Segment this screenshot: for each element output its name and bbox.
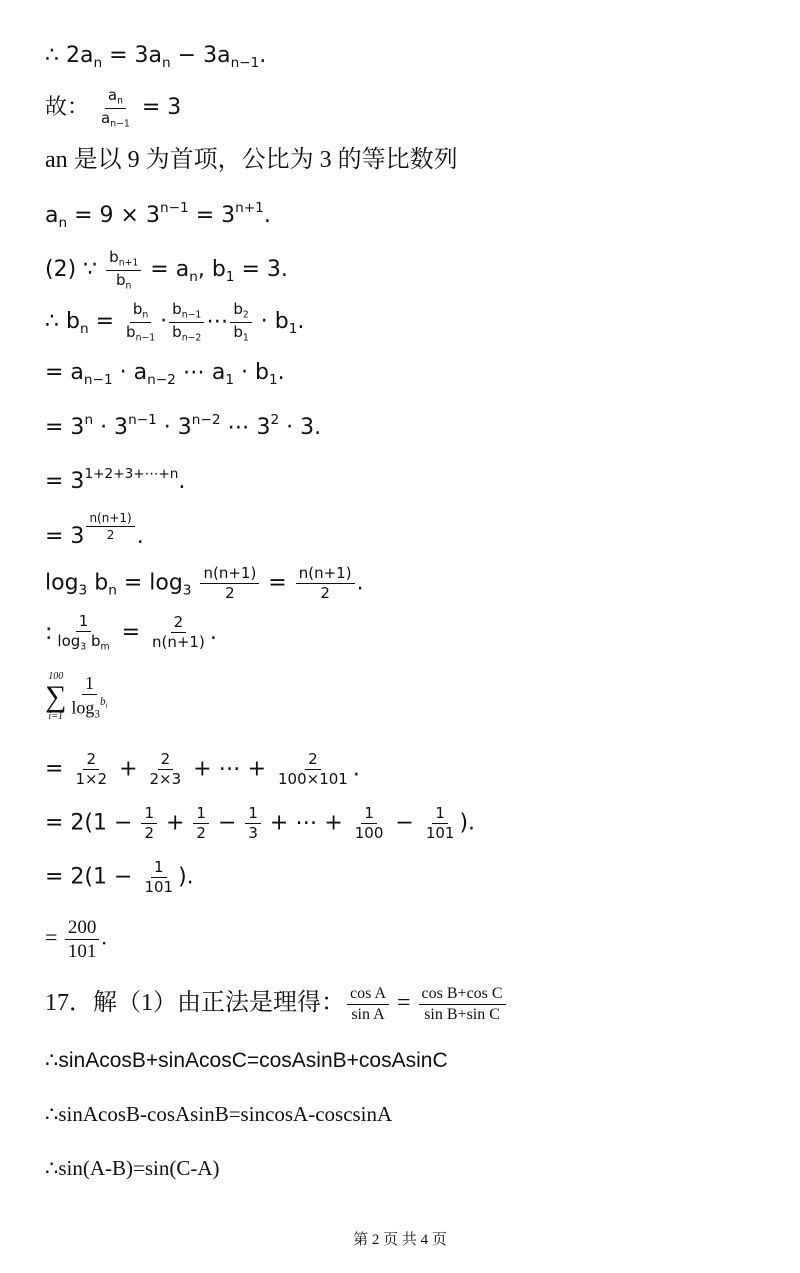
sigma-symbol (45, 672, 66, 722)
text: 1 (288, 320, 298, 337)
text: log (71, 697, 95, 718)
equation-line-15 (45, 806, 475, 841)
page-footer: 第 2 页 共 4 页 (353, 1232, 447, 1248)
text: 故： (45, 94, 90, 120)
text: n (142, 309, 149, 321)
fraction (200, 566, 259, 601)
fraction (193, 806, 209, 841)
text: n(n+1) (152, 633, 205, 652)
text: 1 (225, 371, 234, 388)
text: 2 (171, 615, 187, 633)
text: n−1 (128, 412, 157, 428)
text: 3 (94, 708, 100, 721)
equation-line-11 (45, 566, 364, 601)
fraction (123, 302, 158, 342)
text: · 3. (279, 415, 322, 441)
text: a (107, 86, 118, 104)
text: ∴sin(A-B)=sin(C-A) (45, 1156, 220, 1180)
text: n−2 (181, 331, 202, 343)
fraction (423, 806, 458, 841)
text: n (125, 279, 132, 291)
text: 2 (225, 584, 235, 602)
text: 2 (144, 824, 154, 842)
text: . (101, 924, 107, 950)
text: 2 (196, 824, 206, 842)
text: 1 (141, 806, 157, 824)
text: 17．解（1）由正法是理得： (45, 990, 345, 1017)
text: ⋯ (206, 309, 229, 335)
text: ∴ b (45, 309, 80, 335)
text: . (356, 570, 364, 596)
text: = (88, 309, 122, 335)
text: 3 (78, 582, 88, 599)
text: + ⋯ + (262, 810, 350, 836)
text: · 3 (93, 415, 129, 441)
text-line-20 (45, 1104, 392, 1125)
text: n−2 (147, 371, 176, 388)
equation-line-6 (45, 302, 304, 342)
text: ⋯ 3 (220, 415, 271, 441)
fraction (65, 918, 100, 961)
text: a (101, 108, 111, 127)
text: . (209, 619, 217, 645)
text: . (277, 360, 285, 385)
text: cos A (347, 986, 389, 1005)
text: n (189, 268, 198, 285)
text: 1 (193, 806, 209, 824)
equation-line-5 (45, 250, 288, 290)
text: n (162, 54, 171, 71)
text: b (132, 300, 143, 318)
fraction (149, 615, 208, 650)
text: . (259, 43, 267, 68)
text: = (114, 619, 147, 645)
text: 2 (270, 412, 280, 428)
fraction (147, 752, 185, 787)
text: 1 (432, 806, 448, 824)
fraction (245, 806, 261, 841)
text: + (112, 756, 145, 782)
text: . (263, 203, 271, 229)
text: · 3 (156, 415, 192, 441)
equation-line-14 (45, 752, 360, 787)
text: i (105, 702, 108, 710)
text-line-3 (45, 148, 458, 172)
equation-line-12 (45, 614, 217, 652)
text: 2 (158, 752, 174, 770)
text: = log (116, 570, 183, 596)
text: . (297, 309, 305, 335)
text-line-21 (45, 1158, 220, 1179)
text: = (261, 570, 294, 596)
text: 2 (242, 309, 249, 321)
text: = 3a (102, 43, 163, 68)
text: 100 (354, 824, 384, 842)
text: 2 (106, 528, 115, 542)
fraction (169, 302, 204, 342)
text: 101 (144, 878, 174, 896)
text: i=1 (48, 711, 63, 722)
fraction (98, 88, 133, 128)
text: · b (253, 309, 289, 335)
text: sin B+sin C (424, 1006, 500, 1023)
text: ∴sinAcosB-cosAsinB=sincosA-coscsinA (45, 1102, 393, 1126)
text: 1 (76, 614, 92, 632)
equation-line-8 (45, 414, 321, 439)
text: = 3 (45, 524, 85, 549)
text: cos B+cos C (419, 986, 506, 1005)
text: 2×3 (149, 770, 182, 788)
text: b (86, 632, 101, 650)
text: ). (178, 864, 194, 890)
text: n−1 (230, 54, 260, 71)
text: = (391, 990, 417, 1017)
text: . (352, 756, 360, 782)
text: : (45, 619, 53, 645)
text: n (93, 54, 103, 71)
text: n(n+1) (86, 512, 134, 527)
text: . (136, 524, 144, 549)
text: ∑ (45, 680, 67, 713)
text: 3 (248, 824, 258, 842)
text: 100×101 (278, 770, 348, 788)
text: 1 (361, 806, 377, 824)
text: = a (143, 257, 190, 283)
text: = 3 (134, 95, 182, 121)
text: , b (197, 257, 226, 283)
text: − (210, 810, 244, 836)
text: = 3. (234, 257, 288, 283)
text: = 2(1 − (45, 864, 140, 890)
equation-line-17 (45, 918, 107, 961)
text: b (172, 322, 182, 341)
text: a (45, 203, 59, 229)
text: b (87, 570, 109, 596)
equation-line-9 (45, 468, 185, 493)
text: 101 (425, 824, 455, 842)
text: n+1 (235, 200, 264, 216)
text: log (45, 570, 79, 596)
text: = 3 (188, 203, 236, 229)
text: · a (112, 360, 148, 385)
text: b (99, 695, 106, 708)
fraction (106, 250, 141, 290)
text: n−1 (110, 117, 130, 129)
equation-line-10 (45, 511, 144, 549)
text: an 是以 9 为首项，公比为 3 的等比数列 (45, 147, 458, 173)
equation-line-1 (45, 45, 266, 70)
text: n−1 (135, 331, 156, 343)
text: = 2(1 − (45, 810, 140, 836)
fraction (352, 806, 387, 841)
text: n−2 (191, 412, 221, 428)
text: · (160, 309, 168, 335)
fraction (68, 674, 110, 720)
text: 200 (65, 918, 100, 940)
text: + ⋯ + (186, 756, 274, 782)
text: 2 (320, 584, 330, 602)
text: n (58, 214, 68, 231)
text: = 9 × 3 (67, 203, 160, 229)
fraction (296, 566, 355, 601)
text: b (233, 300, 243, 318)
text: n (108, 582, 117, 599)
text: ∴ 2a (45, 43, 94, 68)
text: 101 (67, 941, 97, 962)
fraction (419, 986, 506, 1023)
text: 1×2 (75, 770, 108, 788)
text: n−1 (181, 309, 202, 321)
equation-line-2 (45, 88, 181, 128)
text: ∴sinAcosB+sinAcosC=cosAsinB+cosAsinC (45, 1049, 448, 1072)
text: ). (459, 810, 476, 836)
text: n (84, 412, 94, 428)
text: = 3 (45, 469, 85, 495)
text: 100 (48, 671, 64, 682)
equation-line-16 (45, 860, 194, 895)
text-line-19 (45, 1050, 448, 1071)
text: = (45, 924, 63, 950)
text: . (178, 469, 186, 495)
fraction (141, 860, 176, 895)
text: 1 (151, 860, 167, 878)
text: = a (45, 360, 84, 385)
text: log (57, 632, 81, 650)
text: ⋯ a (175, 360, 226, 385)
fraction (347, 986, 389, 1023)
text: − (388, 810, 421, 836)
equation-line-4 (45, 202, 271, 231)
text: − 3a (170, 43, 231, 68)
text: n+1 (118, 257, 139, 269)
fraction (54, 614, 112, 652)
text: 1 (268, 371, 278, 388)
equation-line-13 (45, 672, 112, 722)
text: b (233, 322, 243, 341)
text: 1 (242, 331, 249, 343)
text: 1 (225, 268, 235, 285)
text: b (109, 248, 119, 266)
text: 1+2+3+⋯+n (84, 466, 179, 482)
text: n (117, 95, 123, 107)
fraction (141, 806, 157, 841)
text: 3 (182, 582, 192, 599)
text: n−1 (159, 200, 189, 216)
text: = (45, 756, 71, 782)
text: = 3 (45, 415, 85, 441)
text: n−1 (83, 371, 113, 388)
text: m (100, 641, 110, 653)
text: n (79, 320, 89, 337)
text: b (116, 270, 126, 289)
problem-17-heading (45, 986, 508, 1023)
text: n(n+1) (296, 566, 355, 584)
text: sin A (351, 1006, 385, 1023)
text: · b (234, 360, 269, 385)
text: (2) ∵ (45, 257, 105, 283)
fraction (72, 752, 110, 787)
fraction (230, 302, 251, 342)
text: 1 (82, 674, 97, 695)
text: 2 (305, 752, 321, 770)
text: 2 (83, 752, 99, 770)
fraction (275, 752, 351, 787)
text: b (126, 322, 136, 341)
fraction (86, 512, 134, 541)
text: + (158, 810, 192, 836)
text: b (172, 300, 182, 318)
equation-line-7 (45, 362, 285, 387)
text: 3 (80, 641, 87, 653)
text: n(n+1) (200, 566, 259, 584)
text: 1 (245, 806, 261, 824)
